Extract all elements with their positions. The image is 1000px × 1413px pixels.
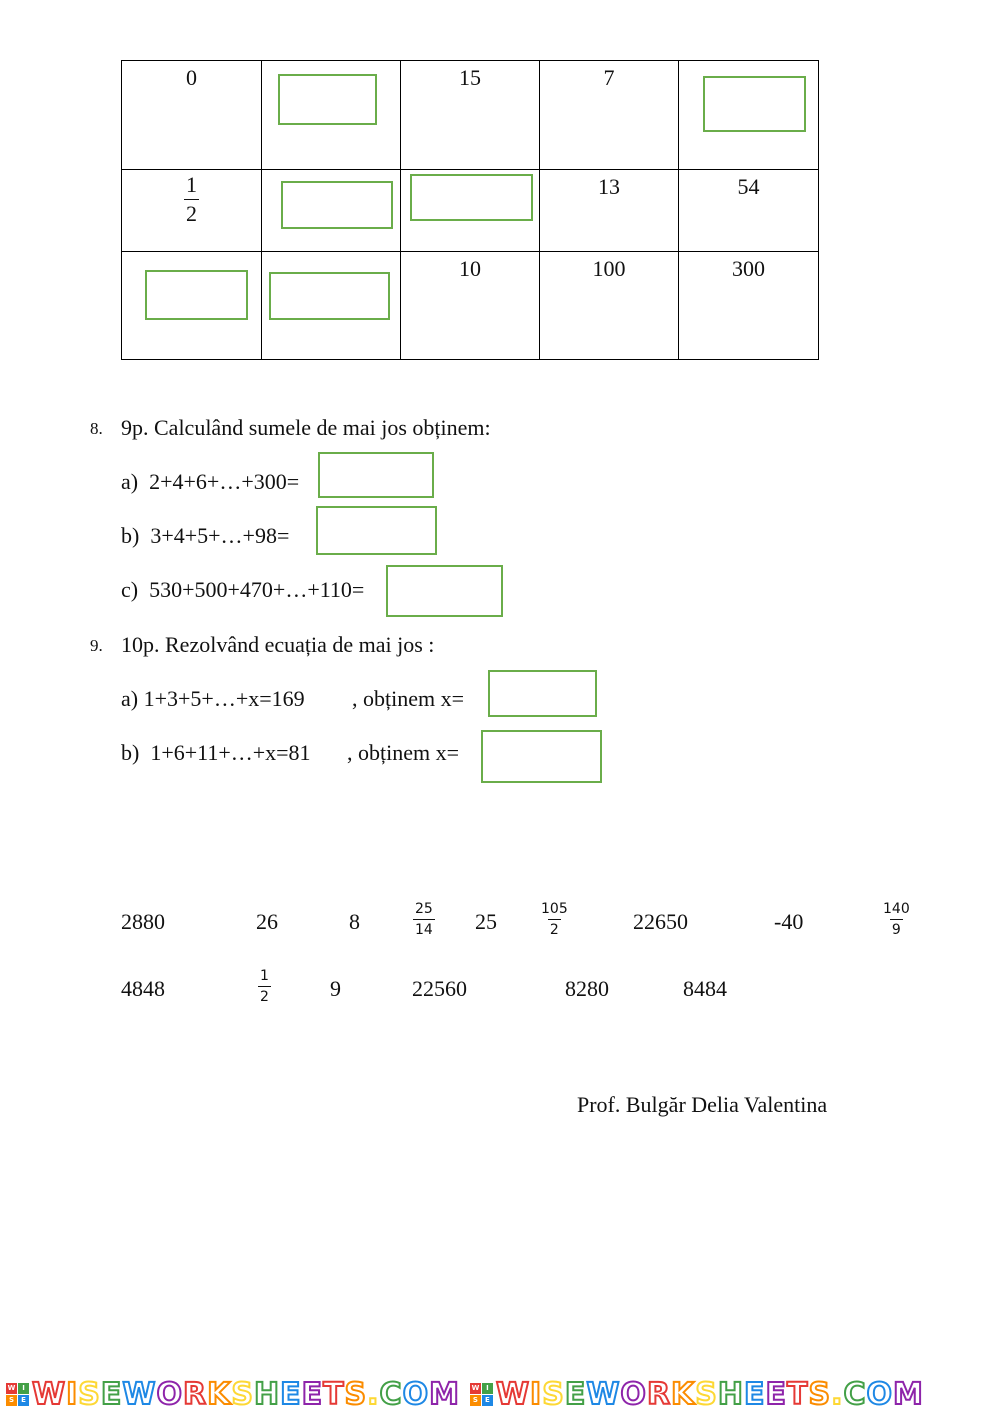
number-grid-table <box>121 60 819 360</box>
grid-cell-r1c2 <box>262 61 401 170</box>
option-9[interactable]: 9 <box>330 976 341 1001</box>
grid-value: 10 <box>459 256 481 281</box>
question-9-prompt: 10p. Rezolvând ecuația de mai jos : <box>121 632 435 657</box>
fraction-numerator: 25 <box>415 901 433 917</box>
item-expression: 3+4+5+…+98= <box>150 523 290 548</box>
fraction-denominator: 2 <box>258 986 271 1004</box>
item-expression: 530+500+470+…+110= <box>149 577 365 602</box>
question-9b-suffix: , obținem x= <box>347 740 460 765</box>
question-8b <box>121 523 289 549</box>
brand-text: WISEWORKSHEETS.COM <box>32 1376 460 1412</box>
option-fraction-25-14[interactable] <box>413 902 435 937</box>
grid-cell-r3c4 <box>540 252 679 360</box>
footer-branding <box>0 1376 1000 1413</box>
fraction-denominator: 9 <box>890 919 903 937</box>
item-label: a) <box>121 469 139 494</box>
grid-value: 15 <box>459 65 481 90</box>
fraction-denominator: 2 <box>548 919 561 937</box>
grid-value: 100 <box>592 256 626 281</box>
grid-cell-r2c3 <box>401 170 540 252</box>
item-expression: 2+4+6+…+300= <box>149 469 300 494</box>
option-minus-40[interactable]: -40 <box>774 909 804 934</box>
option-25[interactable]: 25 <box>475 909 497 934</box>
item-label: c) <box>121 577 139 602</box>
fraction-denominator: 14 <box>413 919 435 937</box>
fraction-numerator: 105 <box>541 901 568 917</box>
brand-icon: W I S E <box>6 1383 29 1406</box>
brand-logo <box>6 1376 460 1412</box>
option-fraction-140-9[interactable] <box>881 902 912 937</box>
grid-value: 0 <box>186 65 197 90</box>
option-22560[interactable]: 22560 <box>412 976 467 1001</box>
item-label: a) <box>121 686 139 711</box>
option-22650[interactable]: 22650 <box>633 909 688 934</box>
grid-cell-r1c3 <box>401 61 540 170</box>
grid-cell-r1c5 <box>679 61 819 170</box>
answer-box-r3c2[interactable] <box>269 272 390 320</box>
item-label: b) <box>121 740 140 765</box>
grid-value: 13 <box>598 174 620 199</box>
question-8c <box>121 577 364 603</box>
question-8-prompt: 9p. Calculând sumele de mai jos obținem: <box>121 415 491 440</box>
grid-cell-r1c1 <box>122 61 262 170</box>
answer-box-r3c1[interactable] <box>145 270 248 320</box>
item-expression: 1+3+5+…+x=169 <box>143 686 305 711</box>
answer-box-9a[interactable] <box>488 670 597 717</box>
grid-value: 7 <box>603 65 615 90</box>
brand-text: WISEWORKSHEETS.COM <box>495 1376 924 1412</box>
option-8280[interactable]: 8280 <box>565 976 609 1001</box>
grid-value: 54 <box>737 174 760 199</box>
option-fraction-105-2[interactable] <box>539 902 570 937</box>
grid-cell-r3c1 <box>122 252 262 360</box>
grid-cell-r2c5 <box>679 170 819 252</box>
question-9a-expr <box>121 686 305 712</box>
answer-box-r2c2[interactable] <box>281 181 393 229</box>
answer-box-8a[interactable] <box>318 452 434 498</box>
answer-box-r2c3[interactable] <box>410 174 533 221</box>
question-8a <box>121 469 299 495</box>
fraction-one-half <box>184 174 199 225</box>
option-26[interactable]: 26 <box>256 909 278 934</box>
option-2880[interactable]: 2880 <box>121 909 165 934</box>
answer-box-r1c2[interactable] <box>278 74 377 125</box>
grid-row-3 <box>122 252 819 360</box>
grid-value: 300 <box>732 256 765 281</box>
option-8[interactable]: 8 <box>349 909 360 934</box>
fraction-numerator: 1 <box>186 172 197 197</box>
author-signature: Prof. Bulgăr Delia Valentina <box>577 1092 828 1117</box>
grid-cell-r2c2 <box>262 170 401 252</box>
grid-cell-r2c1 <box>122 170 262 252</box>
grid-cell-r1c4 <box>540 61 679 170</box>
brand-logo <box>470 1376 924 1412</box>
brand-icon: W I S E <box>470 1383 493 1406</box>
grid-cell-r3c3 <box>401 252 540 360</box>
answer-box-8b[interactable] <box>316 506 437 555</box>
grid-row-1 <box>122 61 819 170</box>
answer-box-9b[interactable] <box>481 730 602 783</box>
grid-cell-r3c2 <box>262 252 401 360</box>
fraction-denominator: 2 <box>186 201 197 226</box>
grid-cell-r2c4 <box>540 170 679 252</box>
fraction-numerator: 1 <box>260 968 269 984</box>
answer-box-r1c5[interactable] <box>703 76 806 132</box>
option-8484[interactable]: 8484 <box>683 976 727 1001</box>
item-expression: 1+6+11+…+x=81 <box>150 740 311 765</box>
grid-cell-r3c5 <box>679 252 819 360</box>
option-fraction-1-2[interactable] <box>258 969 271 1004</box>
option-4848[interactable]: 4848 <box>121 976 165 1001</box>
question-9a-suffix: , obținem x= <box>352 686 465 711</box>
grid-row-2 <box>122 170 819 252</box>
item-label: b) <box>121 523 140 548</box>
answer-box-8c[interactable] <box>386 565 503 617</box>
question-8-number: 8. <box>90 419 103 438</box>
fraction-numerator: 140 <box>883 901 910 917</box>
question-9-number: 9. <box>90 636 103 655</box>
question-9b-expr <box>121 740 311 766</box>
